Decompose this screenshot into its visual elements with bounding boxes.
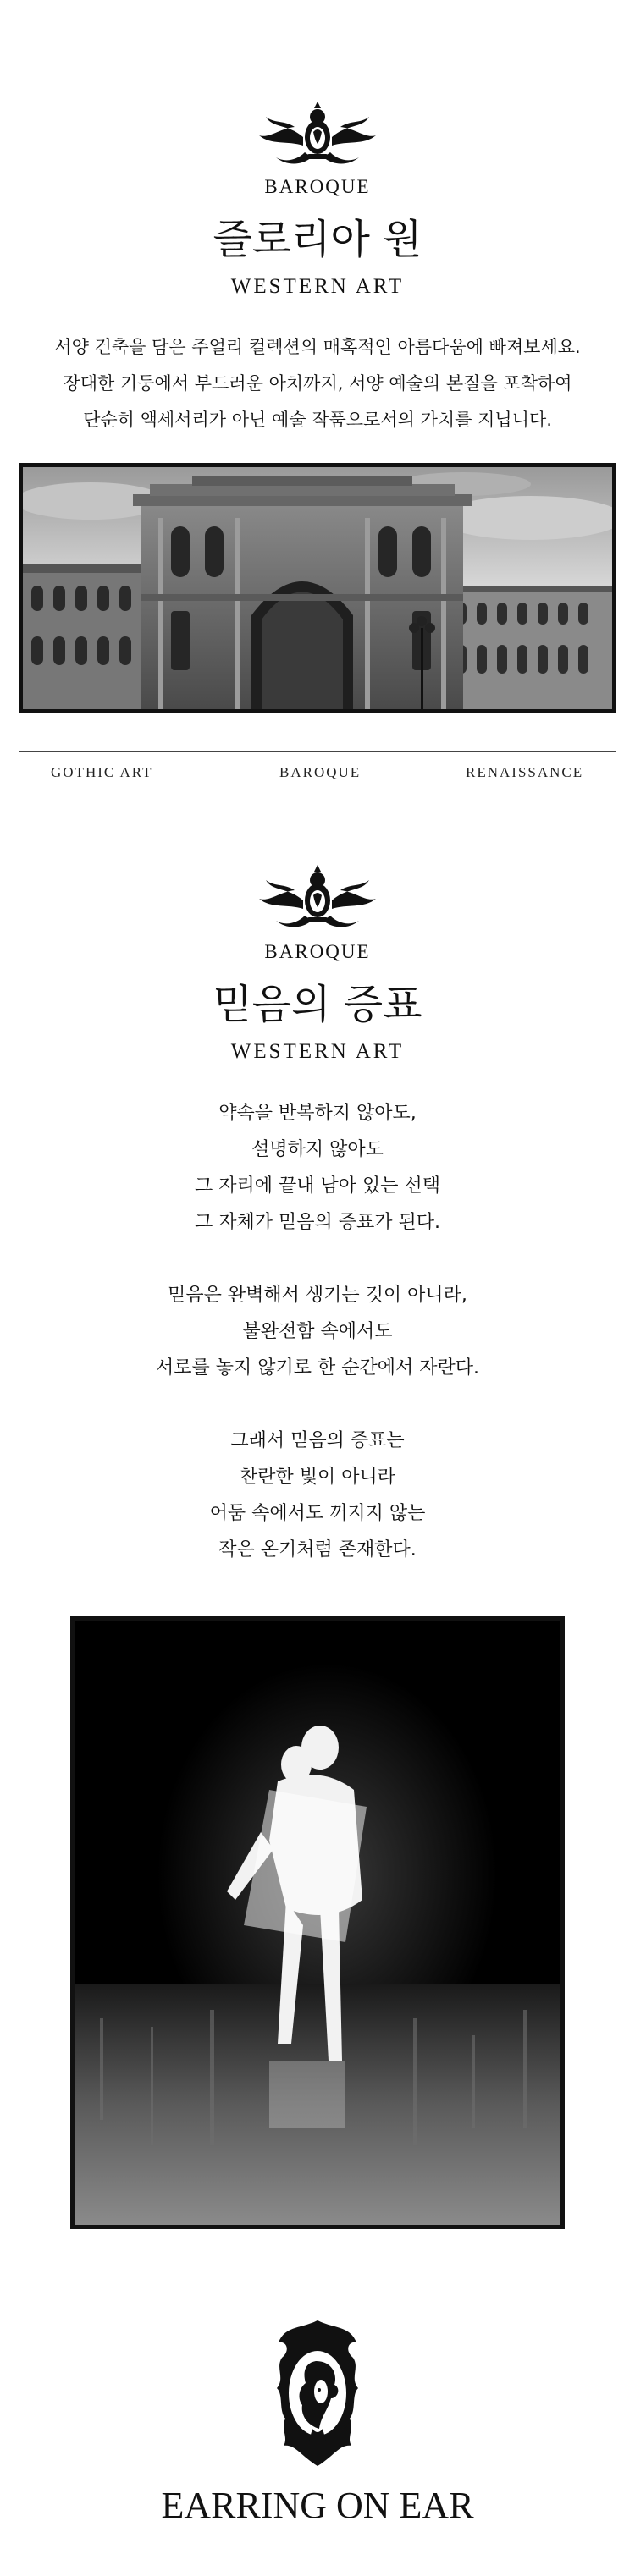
tab-renaissance[interactable]: RENAISSANCE <box>466 764 584 780</box>
embracing-couple-painting <box>70 1616 565 2229</box>
poem <box>0 1095 635 1604</box>
poem-stanza <box>0 1095 635 1241</box>
arcade-gallery-photo <box>19 463 616 713</box>
section1-title: 즐로리아 원 <box>213 216 422 263</box>
section1-subtitle: WESTERN ART <box>230 275 405 298</box>
poem-line: 서로를 놓지 않기로 한 순간에서 자란다. <box>156 1357 479 1379</box>
baroque-crest-icon <box>254 98 381 169</box>
poem-line: 그래서 믿음의 증표는 <box>230 1430 405 1451</box>
section1-description <box>0 329 635 438</box>
section1-kicker: BAROQUE <box>264 176 371 197</box>
poem-line: 찬란한 빛이 아니라 <box>239 1467 395 1488</box>
description-line: 장대한 기둥에서 부드러운 아치까지, 서양 예술의 본질을 포착하여 <box>63 373 572 394</box>
poem-line: 약속을 반복하지 않아도, <box>218 1103 417 1124</box>
baroque-crest-icon <box>254 861 381 933</box>
section2-kicker: BAROQUE <box>264 941 371 962</box>
poem-line: 어둠 속에서도 꺼지지 않는 <box>209 1503 426 1524</box>
section2-title: 믿음의 증표 <box>213 981 422 1028</box>
tab-baroque[interactable]: BAROQUE <box>279 764 362 780</box>
divider <box>19 751 616 752</box>
poem-line: 설명하지 않아도 <box>251 1139 384 1160</box>
poem-stanza <box>0 1277 635 1386</box>
section2-subtitle: WESTERN ART <box>230 1040 405 1063</box>
poem-line: 작은 온기처럼 존재한다. <box>218 1539 417 1560</box>
brand-wordmark: EARRING ON EAR <box>161 2485 474 2526</box>
description-line: 단순히 액세서리가 아닌 예술 작품으로서의 가치를 지닙니다. <box>83 410 552 430</box>
category-tabs <box>19 764 616 790</box>
tab-gothic-art[interactable]: GOTHIC ART <box>51 764 153 780</box>
description-line: 서양 건축을 담은 주얼리 컬렉션의 매혹적인 아름다움에 빠져보세요. <box>54 337 581 357</box>
poem-line: 믿음은 완벽해서 생기는 것이 아니라, <box>168 1285 467 1306</box>
poem-line: 그 자체가 믿음의 증표가 된다. <box>195 1212 440 1233</box>
poem-line: 불완전함 속에서도 <box>242 1321 393 1342</box>
ornate-cameo-crest-icon <box>267 2317 368 2469</box>
poem-line: 그 자리에 끝내 남아 있는 선택 <box>195 1175 440 1197</box>
poem-stanza <box>0 1423 635 1568</box>
